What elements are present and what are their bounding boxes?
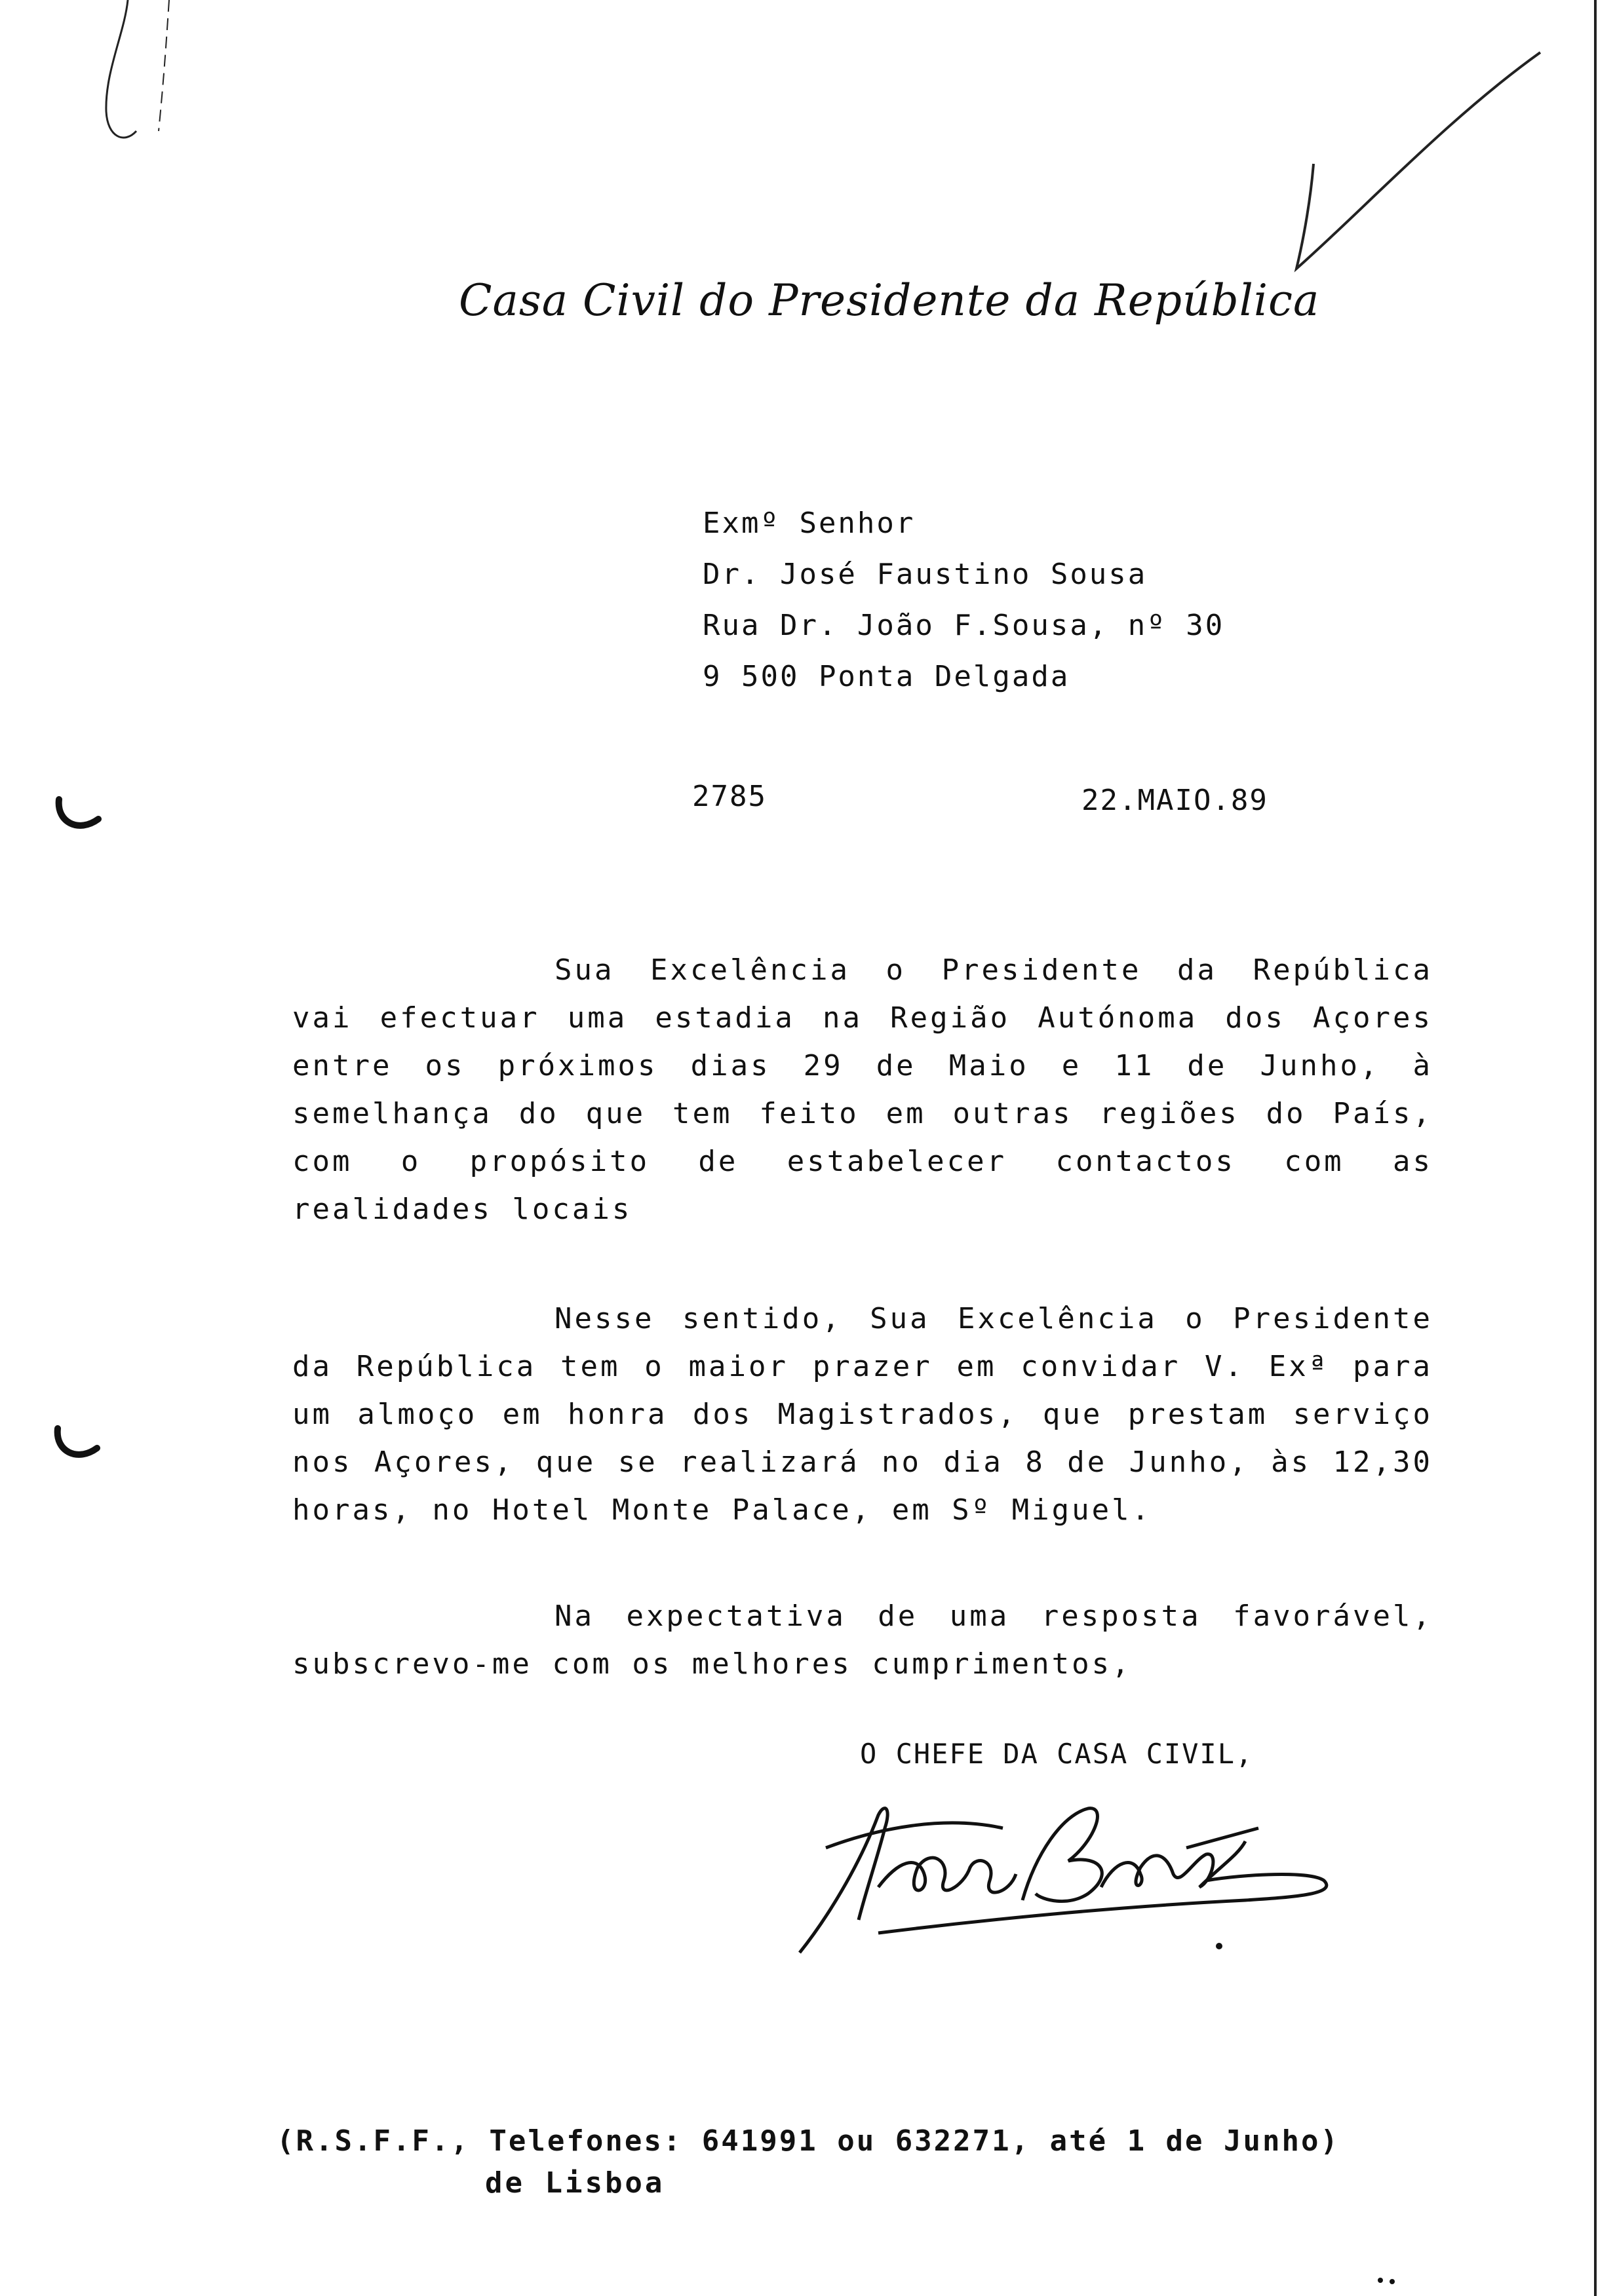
- recipient-city: 9 500 Ponta Delgada: [703, 660, 1070, 693]
- body-paragraph: Nesse sentido, Sua Excelência o Presidente da República tem o maior prazer em convidar V. Exª para um almoço em honra dos Magistrados, que prestam serviço nos Açores, que se realizará no dia 8 de Junho, às 12,30 horas, no Hotel Monte Palace, em Sº Miguel.: [292, 1302, 1433, 1527]
- recipient-name: Dr. José Faustino Sousa: [703, 558, 1148, 591]
- punch-hole-mark-upper: [52, 786, 105, 839]
- recipient-street: Rua Dr. João F.Sousa, nº 30: [703, 609, 1225, 642]
- punch-hole-mark-lower: [51, 1415, 104, 1468]
- body-paragraph: Na expectativa de uma resposta favorável, subscrevo-me com os melhores cumprimentos,: [292, 1599, 1433, 1681]
- signatory-title: O CHEFE DA CASA CIVIL,: [860, 1738, 1254, 1770]
- scan-edge-line: [1594, 0, 1597, 2296]
- reference-number: 2785: [692, 780, 767, 813]
- footer-contact-note: (R.S.F.F., Telefones: 641991 ou 632271, até 1 de Junho): [277, 2124, 1340, 2158]
- letterhead-title: Casa Civil do Presidente da República: [459, 275, 1320, 326]
- top-left-pen-mark: [98, 0, 177, 151]
- footer-location: de Lisboa: [485, 2166, 665, 2200]
- body-paragraph: Sua Excelência o Presidente da República vai efectuar uma estadia na Região Autónoma dos Açores entre os próximos dias 29 de Maio e 11 de Junho, à semelhança do que tem feito em outras regiões do País, com o propósito de estabelecer contactos com as realidades locais: [292, 953, 1433, 1226]
- recipient-salutation: Exmº Senhor: [703, 507, 916, 540]
- recipient-address: [703, 498, 1224, 702]
- handwritten-signature: [787, 1789, 1350, 1959]
- corner-dots: [1375, 2274, 1401, 2287]
- checkmark-icon: [1285, 46, 1547, 275]
- letter-date: 22.MAIO.89: [1081, 784, 1268, 817]
